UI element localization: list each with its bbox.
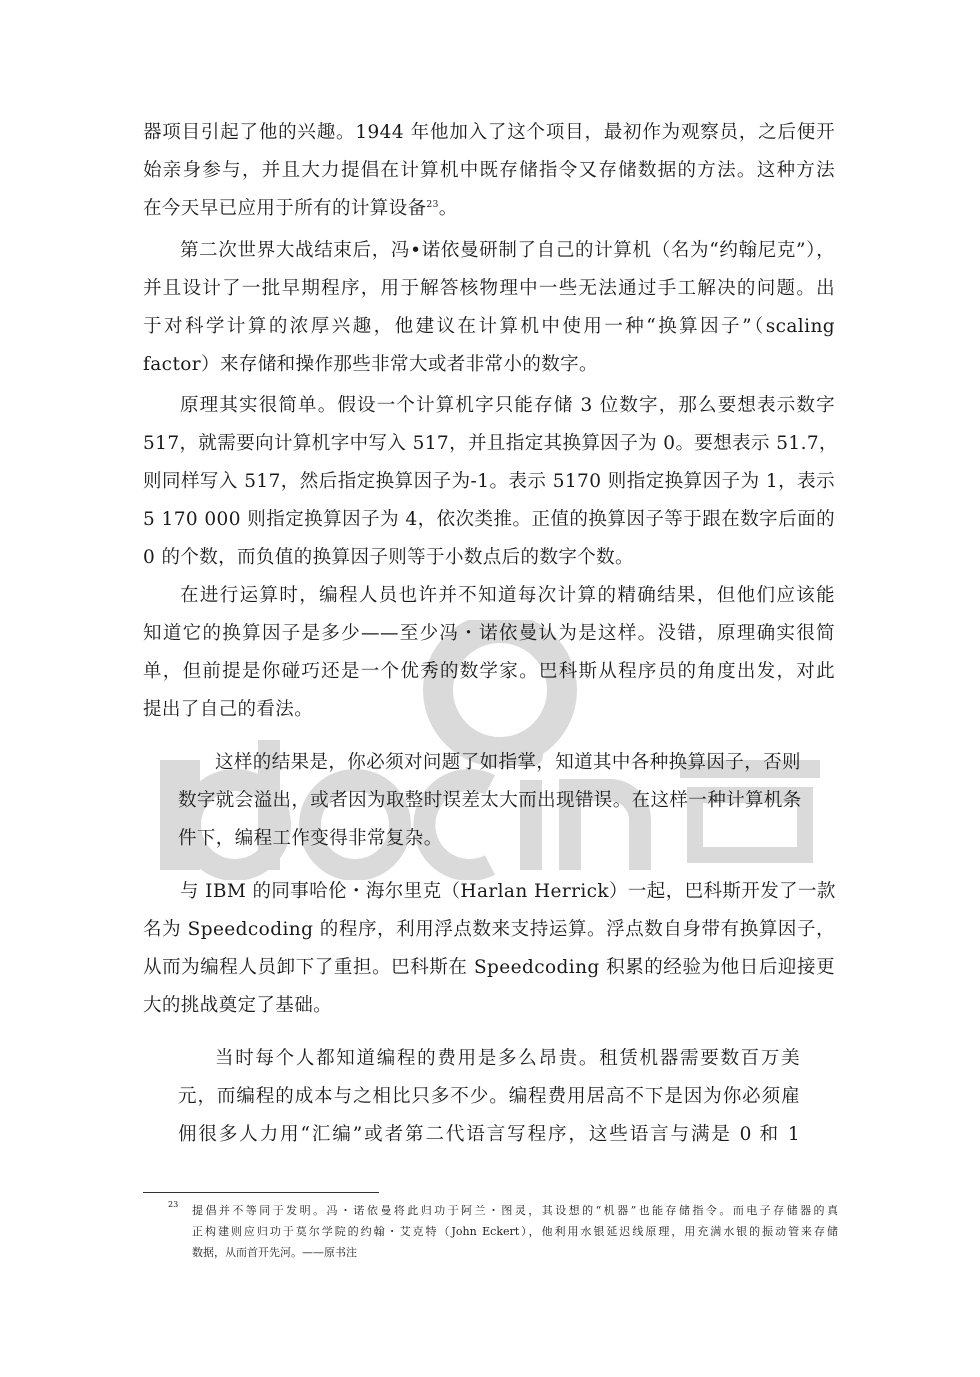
text-line: factor）来存储和操作那些非常大或者非常小的数字。 bbox=[143, 354, 598, 375]
text-line: 知道它的换算因子是多少——至少冯・诺依曼认为是这样。没错，原理确实很简 bbox=[143, 623, 835, 644]
text-line: 在进行运算时，编程人员也许并不知道每次计算的精确结果，但他们应该能 bbox=[180, 585, 835, 606]
text-line: 则同样写入 517，然后指定换算因子为-1。表示 5170 则指定换算因子为 1，表示 bbox=[143, 471, 835, 492]
text-line: 元，而编程的成本与之相比只多不少。编程费用居高不下是因为你必须雇 bbox=[178, 1086, 800, 1107]
text-line: 5 170 000 则指定换算因子为 4，依次类推。正值的换算因子等于跟在数字后面的 bbox=[143, 509, 835, 530]
block-quote-2 bbox=[178, 1040, 800, 1154]
text-line: 器项目引起了他的兴趣。1944 年他加入了这个项目，最初作为观察员，之后便开 bbox=[143, 122, 835, 143]
paragraph-3 bbox=[143, 387, 838, 577]
paragraph-2 bbox=[143, 232, 835, 384]
text-line: 件下，编程工作变得非常复杂。 bbox=[178, 828, 443, 849]
text-line: 原理其实很简单。假设一个计算机字只能存储 3 位数字，那么要想表示数字 bbox=[180, 395, 835, 416]
text-line: 佣很多人力用“汇编”或者第二代语言写程序，这些语言与满是 0 和 1 bbox=[178, 1124, 800, 1145]
footnote-line: 数据，从而首开先河。——原书注 bbox=[192, 1246, 357, 1259]
text-line-with-footnote bbox=[143, 190, 835, 228]
paragraph-6 bbox=[143, 873, 835, 1025]
footnote-separator bbox=[143, 1192, 379, 1193]
text-line: 于对科学计算的浓厚兴趣，他建议在计算机中使用一种“换算因子”（scaling bbox=[143, 316, 835, 337]
text-line: 517，就需要向计算机字中写入 517，并且指定其换算因子为 0。要想表示 51.7， bbox=[143, 433, 838, 454]
block-quote bbox=[178, 744, 800, 858]
text-line: 大的挑战奠定了基础。 bbox=[143, 995, 333, 1016]
text-line: 单，但前提是你碰巧还是一个优秀的数学家。巴科斯从程序员的角度出发，对此 bbox=[143, 661, 835, 682]
paragraph-1 bbox=[143, 114, 835, 228]
text-line: 始亲身参与，并且大力提倡在计算机中既存储指令又存储数据的方法。这种方法 bbox=[143, 160, 835, 181]
text-line: 在今天早已应用于所有的计算设备 bbox=[143, 198, 427, 219]
text-line: 这样的结果是，你必须对问题了如指掌，知道其中各种换算因子，否则 bbox=[215, 752, 801, 773]
footnote-reference[interactable]: 23 bbox=[426, 199, 439, 210]
footnote-text bbox=[192, 1200, 838, 1263]
footnote-line: 提倡并不等同于发明。冯・诺依曼将此归功于阿兰・图灵，其设想的“机器”也能存储指令。而电子存储器的真 bbox=[192, 1204, 838, 1217]
text-line: 并且设计了一批早期程序，用于解答核物理中一些无法通过手工解决的问题。出 bbox=[143, 278, 835, 299]
text-line-tail: 。 bbox=[438, 198, 458, 219]
text-line: 名为 Speedcoding 的程序，利用浮点数来支持运算。浮点数自身带有换算因子， bbox=[143, 919, 835, 940]
text-line: 当时每个人都知道编程的费用是多么昂贵。租赁机器需要数百万美 bbox=[215, 1048, 800, 1069]
text-line: 第二次世界大战结束后，冯•诺依曼研制了自己的计算机（名为“约翰尼克”）， bbox=[180, 240, 835, 261]
text-line: 提出了自己的看法。 bbox=[143, 699, 314, 720]
paragraph-4 bbox=[143, 577, 835, 729]
text-line: 与 IBM 的同事哈伦・海尔里克（Harlan Herrick）一起，巴科斯开发了一款 bbox=[180, 881, 836, 902]
text-line: 数字就会溢出，或者因为取整时误差太大而出现错误。在这样一种计算机条 bbox=[178, 790, 802, 811]
footnote-line: 正构建则应归功于莫尔学院的约翰・艾克特（John Eckert），他利用水银延迟线原理，用充满水银的振动管来存储 bbox=[192, 1225, 838, 1238]
footnote-mark: 23 bbox=[168, 1200, 179, 1209]
text-line: 从而为编程人员卸下了重担。巴科斯在 Speedcoding 积累的经验为他日后迎接更 bbox=[143, 957, 835, 978]
text-line: 0 的个数，而负值的换算因子则等于小数点后的数字个数。 bbox=[143, 547, 634, 568]
